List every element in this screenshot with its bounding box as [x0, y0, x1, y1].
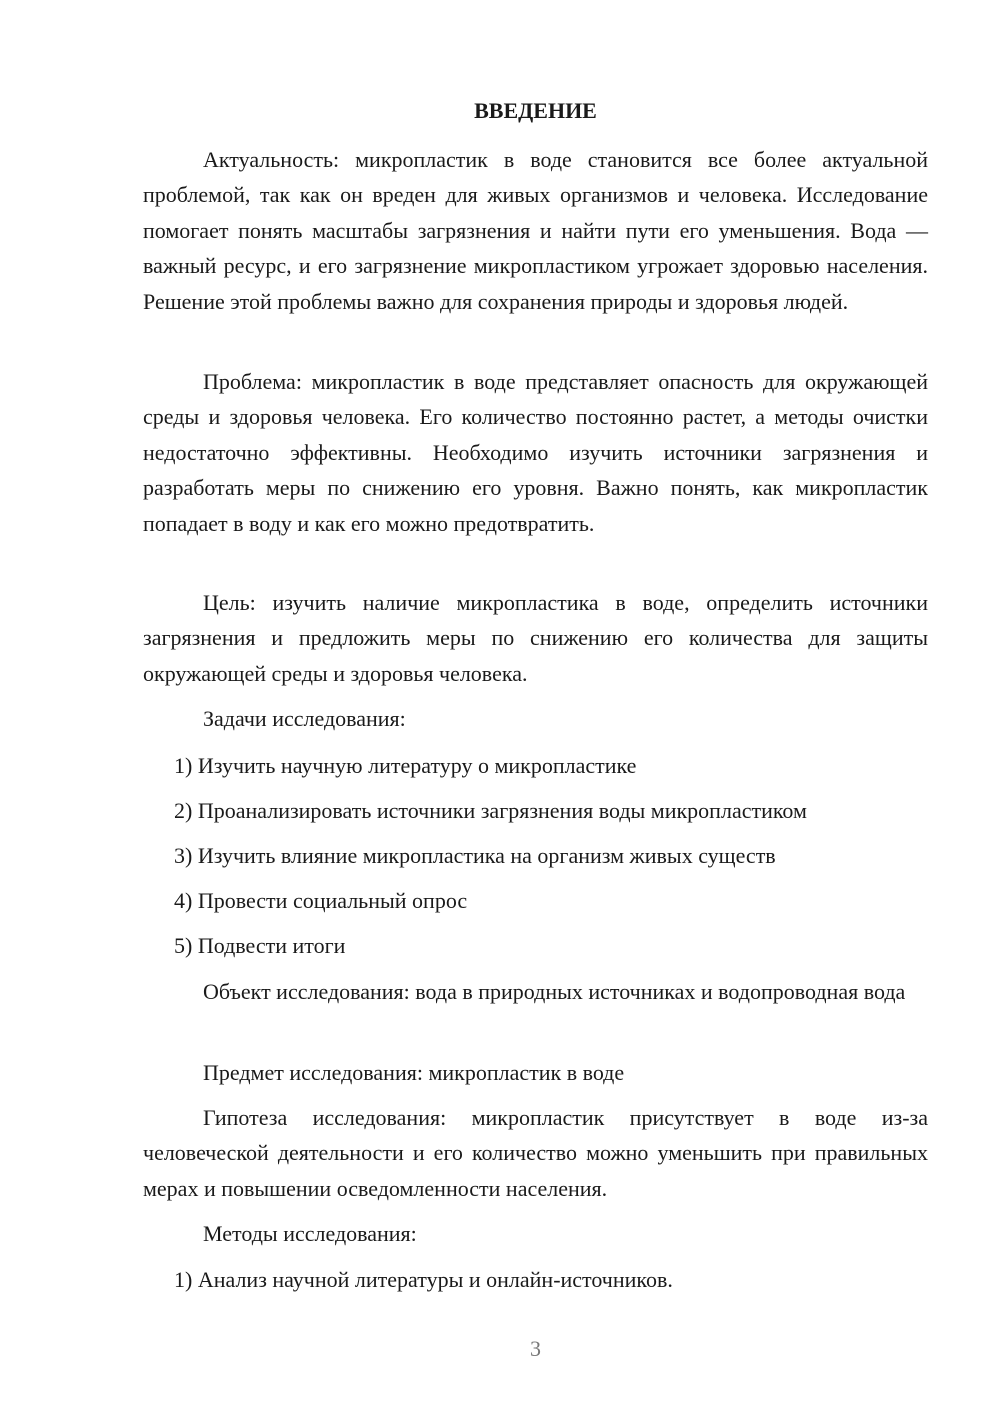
page-number: 3 — [530, 1336, 541, 1361]
task-item: 3) Изучить влияние микропластика на организм живых существ — [174, 843, 776, 868]
tasks-heading: Задачи исследования: — [203, 706, 406, 731]
object-paragraph: Объект исследования: вода в природных источниках и водопроводная вода — [203, 979, 906, 1004]
task-item: 5) Подвести итоги — [174, 933, 346, 958]
method-item: 1) Анализ научной литературы и онлайн-источников. — [174, 1267, 673, 1292]
page-title: ВВЕДЕНИЕ — [474, 98, 597, 123]
problem-paragraph: Проблема: микропластик в воде представляет опасность для окружающей среды и здоровья человека. Его количество постоянно растет, а методы очистки недостаточно эффективны. Необходимо изучить источники загрязнения и разработать меры по снижению его уровня. Важно понять, как микропластик попадает в воду и как его можно предотвратить. — [143, 369, 928, 536]
task-item: 2) Проанализировать источники загрязнения воды микропластиком — [174, 798, 807, 823]
relevance-paragraph: Актуальность: микропластик в воде становится все более актуальной проблемой, так как он вреден для живых организмов и человека. Исследование помогает понять масштабы загрязнения и найти пути его уменьшения. Вода — важный ресурс, и его загрязнение микропластиком угрожает здоровью населения. Решение этой проблемы важно для сохранения природы и здоровья людей. — [143, 147, 928, 314]
task-item: 1) Изучить научную литературу о микропластике — [174, 753, 637, 778]
methods-heading: Методы исследования: — [203, 1221, 417, 1246]
task-item: 4) Провести социальный опрос — [174, 888, 468, 913]
hypothesis-paragraph: Гипотеза исследования: микропластик присутствует в воде из-за человеческой деятельности и его количество можно уменьшить при правильных мерах и повышении осведомленности населения. — [143, 1105, 928, 1201]
goal-paragraph: Цель: изучить наличие микропластика в воде, определить источники загрязнения и предложить меры по снижению его количества для защиты окружающей среды и здоровья человека. — [143, 590, 928, 686]
subject-paragraph: Предмет исследования: микропластик в воде — [203, 1060, 625, 1085]
